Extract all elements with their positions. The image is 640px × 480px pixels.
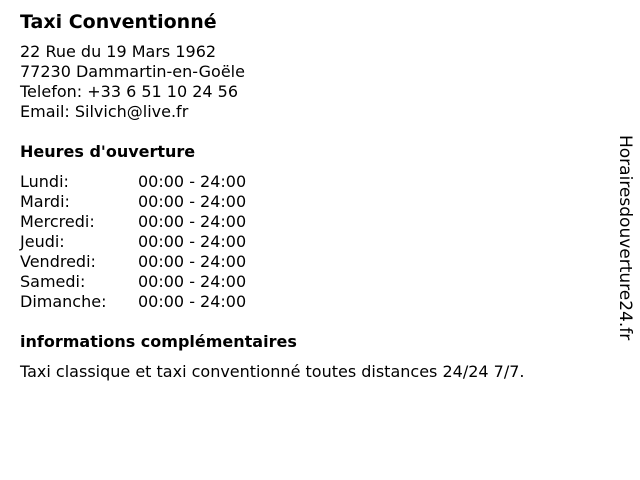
hours-row-monday	[20, 172, 246, 192]
day-label: Mardi:	[20, 192, 70, 211]
hours-row-wednesday	[20, 212, 246, 232]
hours-row-sunday	[20, 292, 246, 312]
business-card	[20, 10, 600, 382]
opening-hours-table	[20, 172, 246, 312]
day-label: Dimanche:	[20, 292, 107, 311]
city-address: 77230 Dammartin-en-Goële	[20, 62, 245, 81]
time-range: 00:00 - 24:00	[138, 212, 247, 231]
business-name: Taxi Conventionné	[20, 11, 217, 33]
hours-row-friday	[20, 252, 246, 272]
phone-number: Telefon: +33 6 51 10 24 56	[20, 82, 239, 101]
email-address: Email: Silvich@live.fr	[20, 102, 189, 121]
site-brand-label: Horairesdouverture24.fr	[615, 135, 635, 341]
hours-row-thursday	[20, 232, 246, 252]
hours-row-tuesday	[20, 192, 246, 212]
time-range: 00:00 - 24:00	[138, 192, 247, 211]
time-range: 00:00 - 24:00	[138, 292, 247, 311]
time-range: 00:00 - 24:00	[138, 272, 247, 291]
street-address: 22 Rue du 19 Mars 1962	[20, 42, 217, 61]
day-label: Vendredi:	[20, 252, 96, 271]
day-label: Mercredi:	[20, 212, 95, 231]
day-label: Samedi:	[20, 272, 86, 291]
time-range: 00:00 - 24:00	[138, 232, 247, 251]
additional-info-text: Taxi classique et taxi conventionné toutes distances 24/24 7/7.	[20, 362, 525, 381]
day-label: Jeudi:	[20, 232, 65, 251]
opening-hours-title: Heures d'ouverture	[20, 142, 196, 161]
time-range: 00:00 - 24:00	[138, 172, 247, 191]
additional-info-title: informations complémentaires	[20, 332, 297, 351]
hours-row-saturday	[20, 272, 246, 292]
time-range: 00:00 - 24:00	[138, 252, 247, 271]
day-label: Lundi:	[20, 172, 69, 191]
address-block	[20, 42, 600, 122]
